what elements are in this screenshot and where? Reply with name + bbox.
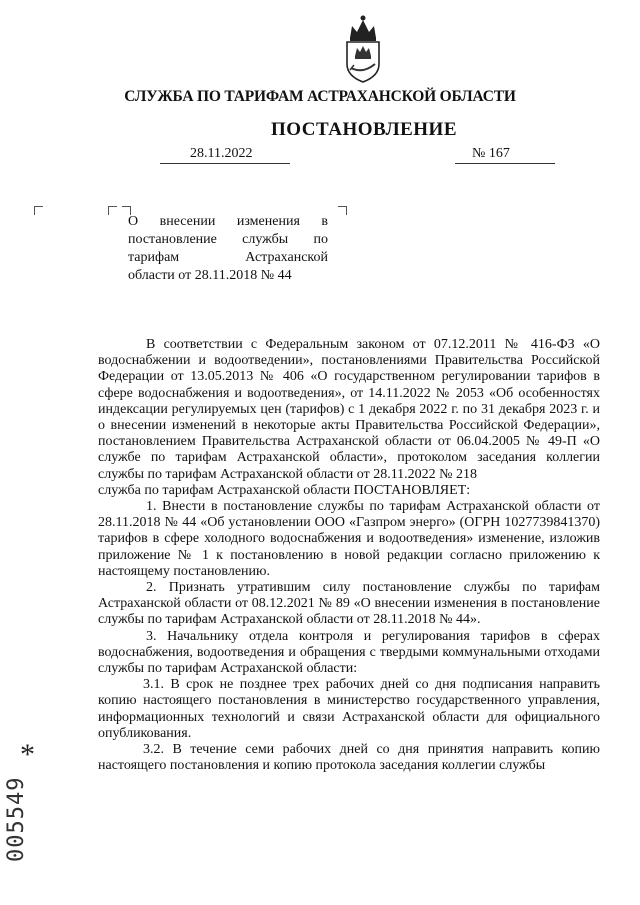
document-date: 28.11.2022 [190,146,253,161]
subject-line: О внесении изменения в [128,214,328,229]
registration-stamp [4,776,38,862]
coat-of-arms-emblem [340,12,386,84]
item-paragraph: 3.1. В срок не позднее трех рабочих дней со дня подписания направить копию настоящего постановления в министерство государственного управления, информационных технологий и связи Астраханской области для официального опубликования. [98,677,600,741]
item-paragraph: 3. Начальнику отдела контроля и регулирования тарифов в сферах водоснабжения, водоотведения и обращения с твердыми коммунальными отходами службы по тарифам Астраханской области: [98,628,600,677]
resolves-line: служба по тарифам Астраханской области ПОСТАНОВЛЯЕТ: [98,482,471,498]
number-underline [455,163,555,164]
corner-mark [338,206,347,215]
document-type-title: ПОСТАНОВЛЕНИЕ [270,119,458,140]
stamp-number: 005549 [4,776,29,862]
item-paragraph: 3.2. В течение семи рабочих дней со дня принятия направить копию настоящего постановления и копию протокола заседания коллегии службы [98,742,600,774]
subject-line: области от 28.11.2018 № 44 [128,268,292,283]
subject-line: постановление службы по [128,232,328,247]
date-underline [160,163,290,164]
corner-mark [34,206,43,215]
margin-star: * [20,738,35,771]
document-subject [128,213,328,285]
item-paragraph: 2. Признать утратившим силу постановление службы по тарифам Астраханской области от 08.12.2021 № 89 «О внесении изменения в постановление службы по тарифам Астраханской области от 28.11.2018 № 44». [98,580,600,628]
item-paragraph: 1. Внести в постановление службы по тарифам Астраханской области от 28.11.2018 № 44 «Об установлении ООО «Газпром энерго» (ОГРН 1027739841370) тарифов в сфере холодного водоснабжения и водоотведения» изменение, изложив приложение № 1 к постановлению в новой редакции согласно приложению к настоящему постановлению. [98,499,600,579]
organization-name: СЛУЖБА ПО ТАРИФАМ АСТРАХАНСКОЙ ОБЛАСТИ [124,88,516,105]
preamble-paragraph: В соответствии с Федеральным законом от 07.12.2011 № 416-ФЗ «О водоснабжении и водоотведении», постановлениями Правительства Российской Федерации от 13.05.2013 № 406 «О государственном регулировании тарифов в сфере водоснабжения и водоотведения», от 14.11.2022 № 2053 «Об особенностях индексации регулируемых цен (тарифов) с 1 декабря 2022 г. по 31 декабря 2023 г. и о внесении изменений в некоторые акты Правительства Российской Федерации», постановлением Правительства Астраханской области от 06.04.2005 № 49-П «О службе по тарифам Астраханской области», протоколом заседания коллегии службы по тарифам Астраханской области от 28.11.2022 № 218 [98,337,600,482]
document-body [98,337,600,774]
document-number: № 167 [472,146,510,161]
subject-line: тарифам Астраханской [128,250,328,265]
corner-mark [108,206,117,215]
